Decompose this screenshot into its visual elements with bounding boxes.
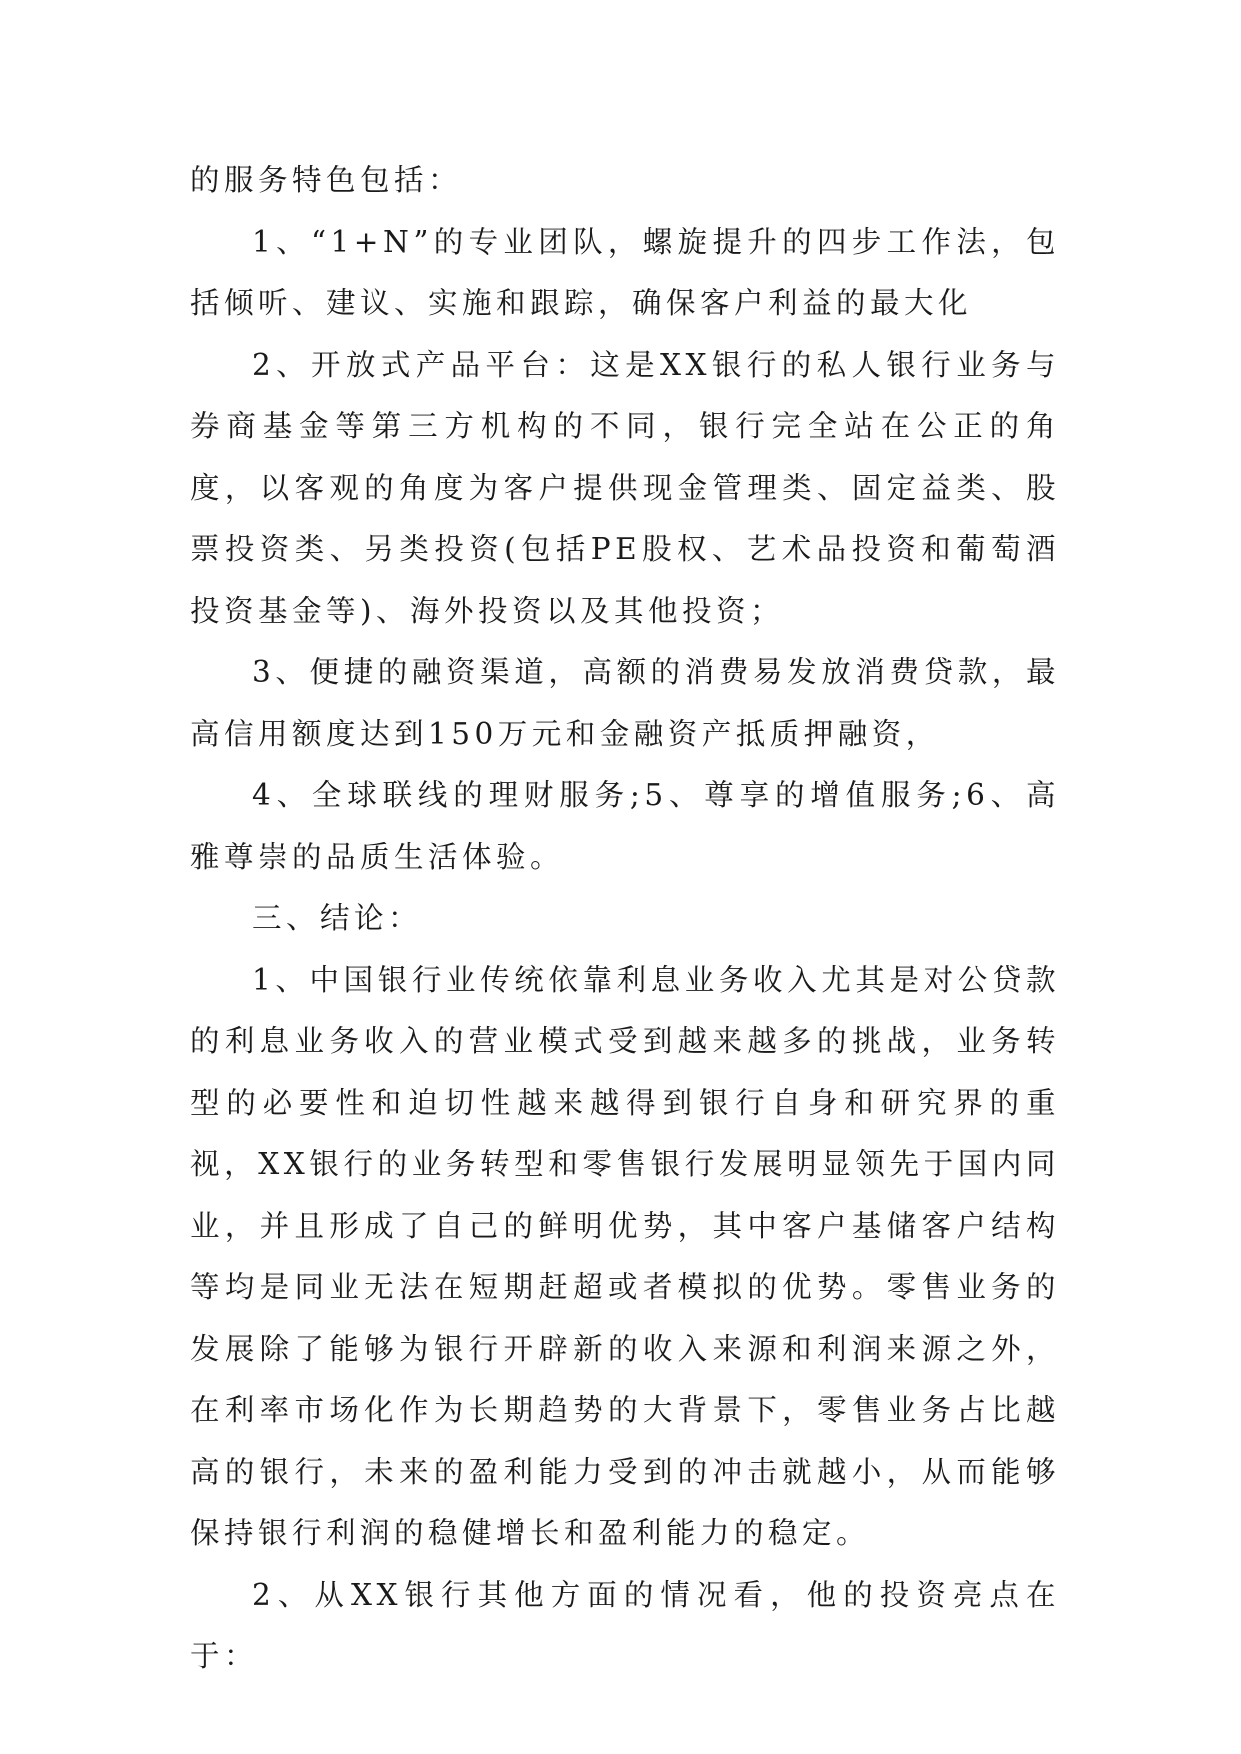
paragraph-conclusion-2: 2、从XX银行其他方面的情况看，他的投资亮点在于： [190, 1577, 1060, 1673]
paragraph-item-2-open-platform: 2、开放式产品平台：这是XX银行的私人银行业务与券商基金等第三方机构的不同，银行完全站在公正的角度，以客观的角度为客户提供现金管理类、固定益类、股票投资类、另类投资(包括PE股权、艺术品投资和葡萄酒投资基金等)、海外投资以及其他投资； [190, 347, 1060, 628]
paragraph-item-4-5-6-services: 4、全球联线的理财服务;5、尊享的增值服务;6、高雅尊崇的品质生活体验。 [190, 778, 1060, 874]
paragraph-conclusion-1: 1、中国银行业传统依靠利息业务收入尤其是对公贷款的利息业务收入的营业模式受到越来越多的挑战，业务转型的必要性和迫切性越来越得到银行自身和研究界的重视，XX银行的业务转型和零售银行发展明显领先于国内同业，并且形成了自己的鲜明优势，其中客户基储客户结构等均是同业无法在短期赶超或者模拟的优势。零售业务的发展除了能够为银行开辟新的收入来源和利润来源之外，在利率市场化作为长期趋势的大背景下，零售业务占比越高的银行，未来的盈利能力受到的冲击就越小，从而能够保持银行利润的稳健增长和盈利能力的稳定。 [190, 962, 1060, 1550]
paragraph-item-3-financing: 3、便捷的融资渠道，高额的消费易发放消费贷款，最高信用额度达到150万元和金融资产抵质押融资， [190, 655, 1060, 751]
document-page [190, 150, 1060, 1688]
paragraph-service-features-intro: 的服务特色包括： [190, 163, 463, 197]
section-heading-conclusion: 三、结论： [252, 901, 423, 935]
paragraph-item-1-team: 1、“1+N”的专业团队，螺旋提升的四步工作法，包括倾听、建议、实施和跟踪，确保客户利益的最大化 [190, 224, 1060, 320]
